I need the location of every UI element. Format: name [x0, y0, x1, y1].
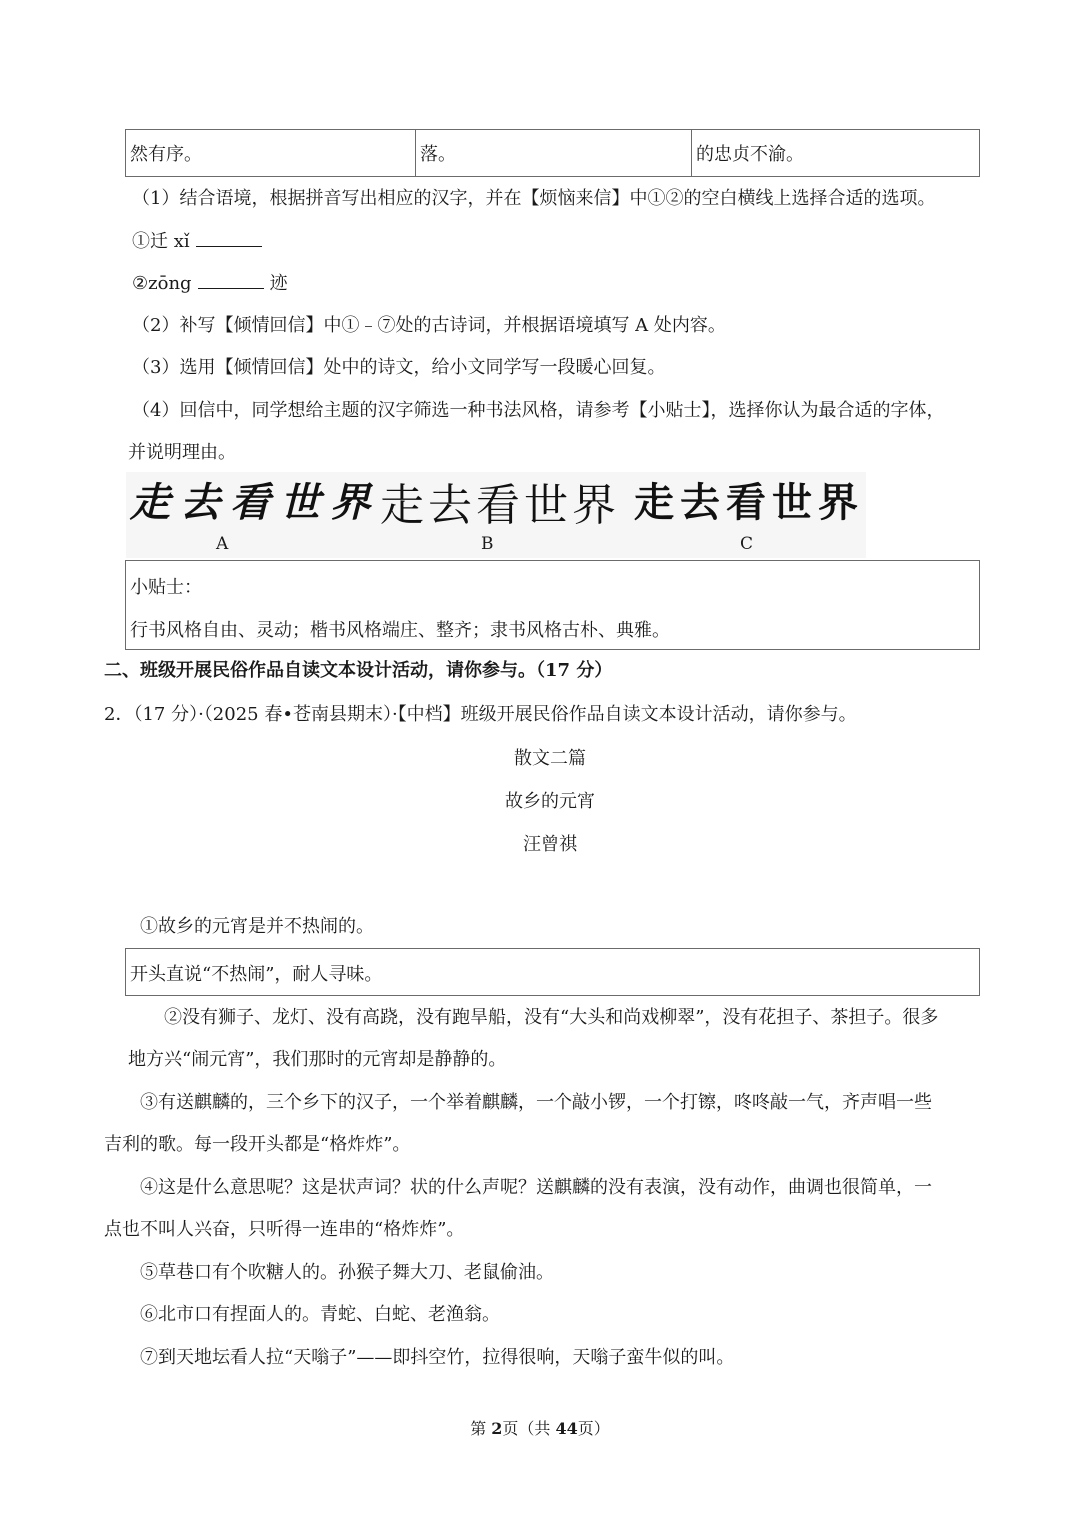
- page-footer: [0, 1416, 1080, 1439]
- question-2-stem: 2．（17 分）·（2025 春•苍南县期末）·【中档】班级开展民俗作品自读文本设计活动，请你参与。: [104, 704, 857, 725]
- calligraphy-label-a: A: [216, 534, 229, 554]
- annotation-box: [125, 948, 980, 996]
- total-pages: 44: [555, 1419, 578, 1438]
- table-cell: 落。: [415, 130, 691, 176]
- pinyin-xi: ①迁 xǐ: [132, 231, 190, 252]
- calligraphy-sample-a: 走去看世界: [130, 479, 380, 526]
- calligraphy-sample-c: 走去看世界: [634, 480, 864, 526]
- footer-mid: 页（共: [502, 1419, 556, 1438]
- paragraph-4-cont: 点也不叫人兴奋，只听得一连串的“格炸炸”。: [104, 1219, 465, 1240]
- footer-suffix: 页）: [577, 1419, 610, 1438]
- answer-blank[interactable]: [196, 230, 262, 247]
- footer-prefix: 第: [470, 1419, 492, 1438]
- question-1: （1）结合语境，根据拼音写出相应的汉字，并在【烦恼来信】中①②的空白横线上选择合适的选项。: [132, 188, 936, 209]
- suffix-char: 迹: [269, 273, 288, 294]
- passage-author: 汪曾祺: [523, 834, 577, 855]
- paragraph-3: ③有送麒麟的，三个乡下的汉子，一个举着麒麟，一个敲小锣，一个打镲，咚咚敲一气，齐声唱一些: [140, 1092, 932, 1113]
- paragraph-6: ⑥北市口有捏面人的。青蛇、白蛇、老渔翁。: [140, 1304, 500, 1325]
- paragraph-3-cont: 吉利的歌。每一段开头都是“格炸炸”。: [104, 1134, 411, 1155]
- tip-content: 行书风格自由、灵动；楷书风格端庄、整齐；隶书风格古朴、典雅。: [130, 620, 670, 641]
- calligraphy-label-c: C: [740, 534, 754, 554]
- paragraph-1: ①故乡的元宵是并不热闹的。: [140, 916, 374, 937]
- question-2: （2）补写【倾情回信】中①﹣⑦处的古诗词，并根据语境填写 A 处内容。: [132, 315, 726, 336]
- annotation-text: 开头直说“不热闹”，耐人寻味。: [130, 964, 383, 985]
- passage-title: 故乡的元宵: [505, 791, 595, 812]
- table-row: [125, 129, 980, 177]
- section-heading: 二、班级开展民俗作品自读文本设计活动，请你参与。（17 分）: [104, 660, 613, 681]
- question-1a: [132, 229, 268, 255]
- passage-group-title: 散文二篇: [514, 748, 586, 769]
- paragraph-4: ④这是什么意思呢？这是状声词？状的什么声呢？送麒麟的没有表演，没有动作，曲调也很简单，一: [140, 1177, 932, 1198]
- paragraph-5: ⑤草巷口有个吹糖人的。孙猴子舞大刀、老鼠偷油。: [140, 1262, 554, 1283]
- tip-box: [125, 560, 980, 650]
- table-cell: 然有序。: [130, 144, 202, 165]
- question-1b: [132, 271, 288, 297]
- question-4: （4）回信中，同学想给主题的汉字筛选一种书法风格，请参考【小贴士】，选择你认为最合适的字体，: [132, 400, 945, 421]
- page-number: 2: [491, 1419, 503, 1438]
- pinyin-zong: ②zōng: [132, 273, 192, 294]
- question-3: （3）选用【倾情回信】处中的诗文，给小文同学写一段暖心回复。: [132, 357, 666, 378]
- calligraphy-label-b: B: [481, 534, 494, 554]
- tip-title: 小贴士：: [130, 577, 202, 598]
- answer-blank[interactable]: [198, 272, 264, 289]
- table-cell: 的忠贞不渝。: [691, 130, 979, 176]
- question-4-cont: 并说明理由。: [128, 442, 236, 463]
- calligraphy-sample-b: 走去看世界: [380, 480, 620, 531]
- calligraphy-samples-image: [126, 472, 866, 558]
- paragraph-2-cont: 地方兴“闹元宵”，我们那时的元宵却是静静的。: [128, 1049, 507, 1070]
- paragraph-7: ⑦到天地坛看人拉“天嗡子”——即抖空竹，拉得很响，天嗡子蛮牛似的叫。: [140, 1347, 735, 1368]
- paragraph-2: ②没有狮子、龙灯、没有高跷，没有跑旱船，没有“大头和尚戏柳翠”，没有花担子、茶担子。很多: [164, 1007, 939, 1028]
